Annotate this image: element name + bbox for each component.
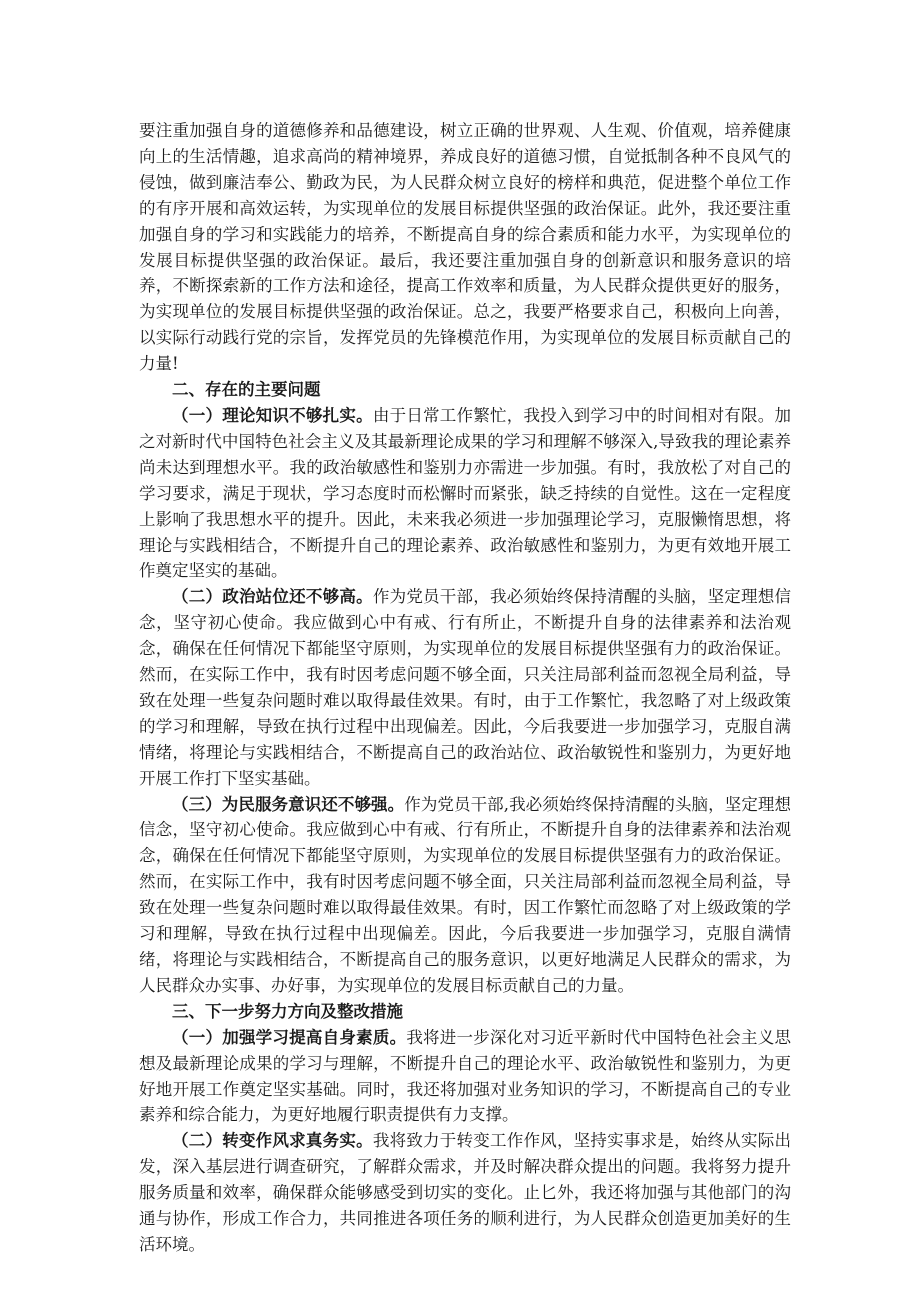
problem-item-2-text: 作为党员干部，我必须始终保持清醒的头脑，坚定理想信念，坚守初心使命。我应做到心中有戒、行有所止，不断提升自身的法律素养和法治观念，确保在任何情况下都能坚守原则，为实现单位的发展目标提供坚强有力的政治保证。然而，在实际工作中，我有时因考虑问题不够全面，只关注局部利益而忽视全局利益，导致在处理一些复杂问题时难以取得最佳效果。有时，由于工作繁忙，我忽略了对上级政策的学习和理解，导致在执行过程中出现偏差。因此，今后我要进一步加强学习，克服自满情绪，将理论与实践相结合，不断提高自己的政治站位、政治敏锐性和鉴别力，为更好地开展工作打下坚实基础。 [139, 587, 792, 788]
section-heading-measures: 三、下一步努力方向及整改措施 [172, 1001, 403, 1021]
measure-item-1 [139, 1025, 791, 1129]
problem-item-3-title: （三）为民服务意识还不够强。 [172, 794, 405, 814]
problem-item-3 [139, 792, 791, 999]
problem-item-2 [139, 584, 791, 791]
intro-paragraph: 要注重加强自身的道德修养和品德建设，树立正确的世界观、人生观、价值观，培养健康向上的生活情趣，追求高尚的精神境界，养成良好的道德习惯，自觉抵制各种不良风气的侵蚀，做到廉洁奉公、勤政为民，为人民群众树立良好的榜样和典范，促进整个单位工作的有序开展和高效运转，为实现单位的发展目标提供坚强的政治保证。此外，我还要注重加强自身的学习和实践能力的培养，不断提高自身的综合素质和能力水平，为实现单位的发展目标提供坚强的政治保证。最后，我还要注重加强自身的创新意识和服务意识的培养，不断探索新的工作方法和途径，提高工作效率和质量，为人民群众提供更好的服务，为实现单位的发展目标提供坚强的政治保证。总之，我要严格要求自己，积极向上向善，以实际行动践行党的宗旨，发挥党员的先锋模范作用，为实现单位的发展目标贡献自己的力量! [139, 121, 791, 374]
measure-item-1-title: （一）加强学习提高自身素质。 [172, 1027, 407, 1047]
problem-item-1-text: 由于日常工作繁忙，我投入到学习中的时间相对有限。加之对新时代中国特色社会主义及其最新理论成果的学习和理解不够深入,导致我的理论素养尚未达到理想水平。我的政治敏感性和鉴别力亦需进一步加强。有时，我放松了对自己的学习要求，满足于现状，学习态度时而松懈时而紧张，缺乏持续的自觉性。这在一定程度上影响了我思想水平的提升。因此，未来我必须进一步加强理论学习，克服懒惰思想，将理论与实践相结合，不断提升自己的理论素养、政治敏感性和鉴别力，为更有效地开展工作奠定坚实的基础。 [139, 405, 792, 581]
problem-item-3-text: 作为党员干部,我必须始终保持清醒的头脑，坚定理想信念，坚守初心使命。我应做到心中有戒、行有所止，不断提升自身的法律素养和法治观念，确保在任何情况下都能坚守原则，为实现单位的发展目标提供坚强有力的政治保证。然而，在实际工作中，我有时因考虑问题不够全面，只关注局部利益而忽视全局利益，导致在处理一些复杂问题时难以取得最佳效果。有时，因工作繁忙而忽略了对上级政策的学习和理解，导致在执行过程中出现偏差。因此，今后我要进一步加强学习，克服自满情绪，将理论与实践相结合，不断提高自己的服务意识，以更好地满足人民群众的需求，为人民群众办实事、办好事，为实现单位的发展目标贡献自己的力量。 [139, 794, 791, 995]
measure-item-1-text: 我将进一步深化对习近平新时代中国特色社会主义思想及最新理论成果的学习与理解，不断提升自己的理论水平、政治敏锐性和鉴别力，为更好地开展工作奠定坚实基础。同时，我还将加强对业务知识的学习，不断提高自己的专业素养和综合能力，为更好地履行职责提供有力支撑。 [139, 1027, 792, 1125]
measure-item-2 [139, 1128, 791, 1258]
problem-item-1-title: （一）理论知识不够扎实。 [172, 405, 373, 425]
document-page [139, 118, 791, 1258]
measure-item-2-title: （二）转变作风求真务实。 [172, 1131, 373, 1151]
problem-item-2-title: （二）政治站位还不够高。 [172, 587, 373, 607]
section-heading-problems: 二、存在的主要问题 [172, 380, 321, 400]
problem-item-1 [139, 403, 791, 584]
measure-item-2-text: 我将致力于转变工作作风，坚持实事求是，始终从实际出发，深入基层进行调查研究，了解群众需求，并及时解决群众提出的问题。我将努力提升服务质量和效率，确保群众能够感受到切实的变化。止匕外，我还将加强与其他部门的沟通与协作，形成工作合力，共同推进各项任务的顺利进行，为人民群众创造更加美好的生活环境。 [139, 1131, 792, 1254]
